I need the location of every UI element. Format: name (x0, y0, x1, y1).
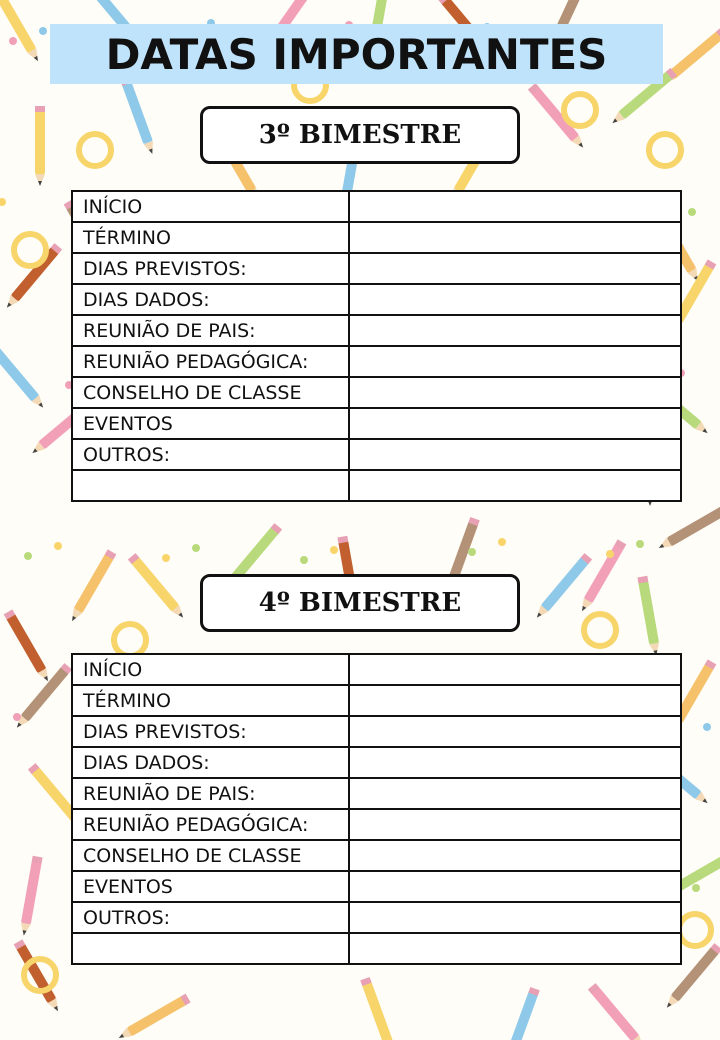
table-row (72, 346, 681, 377)
value-cell[interactable] (349, 315, 681, 346)
dot-decoration (330, 546, 338, 554)
section-heading-4: 4º BIMESTRE (258, 588, 462, 618)
ring-decoration (114, 624, 146, 656)
row-label: OUTROS: (72, 902, 349, 933)
dot-decoration (692, 884, 700, 892)
row-label: CONSELHO DE CLASSE (72, 840, 349, 871)
value-cell[interactable] (349, 191, 681, 222)
section-heading-box-3 (200, 106, 520, 164)
table-row (72, 871, 681, 902)
table-row (72, 377, 681, 408)
table-row (72, 716, 681, 747)
value-cell[interactable] (349, 222, 681, 253)
value-cell[interactable] (349, 778, 681, 809)
table-row (72, 747, 681, 778)
pencil-decoration (360, 977, 397, 1040)
ring-decoration (14, 234, 46, 266)
section-heading-box-4 (200, 574, 520, 632)
row-label: REUNIÃO DE PAIS: (72, 778, 349, 809)
value-cell[interactable] (349, 840, 681, 871)
value-cell[interactable] (349, 716, 681, 747)
pencil-decoration (656, 504, 720, 553)
dot-decoration (192, 544, 200, 552)
row-label[interactable] (72, 470, 349, 501)
value-cell[interactable] (349, 377, 681, 408)
dot-decoration (54, 542, 62, 550)
value-cell[interactable] (349, 253, 681, 284)
value-cell[interactable] (349, 408, 681, 439)
pencil-decoration (578, 539, 627, 613)
row-label: EVENTOS (72, 408, 349, 439)
row-label: TÉRMINO (72, 685, 349, 716)
table-row (72, 654, 681, 685)
pencil-decoration (120, 77, 157, 156)
value-cell[interactable] (349, 439, 681, 470)
dot-decoration (468, 548, 476, 556)
pencil-decoration (116, 994, 190, 1040)
table-row (72, 470, 681, 501)
title-banner (50, 24, 663, 84)
row-label: OUTROS: (72, 439, 349, 470)
value-cell[interactable] (349, 346, 681, 377)
row-label: DIAS DADOS: (72, 747, 349, 778)
dot-decoration (162, 554, 170, 562)
table-row (72, 840, 681, 871)
dot-decoration (636, 540, 644, 548)
pencil-decoration (0, 0, 42, 64)
pencil-decoration (19, 856, 43, 937)
dot-decoration (24, 552, 32, 560)
ring-decoration (649, 134, 681, 166)
pencil-decoration (588, 983, 647, 1040)
dot-decoration (498, 538, 506, 546)
pencil-decoration (35, 106, 45, 186)
table-row (72, 408, 681, 439)
table-row (72, 222, 681, 253)
row-label: DIAS PREVISTOS: (72, 716, 349, 747)
pencil-decoration (0, 343, 47, 411)
row-label: REUNIÃO PEDAGÓGICA: (72, 809, 349, 840)
page-title: DATAS IMPORTANTES (105, 29, 608, 79)
pencil-decoration (533, 553, 592, 621)
value-cell[interactable] (349, 809, 681, 840)
ring-decoration (564, 94, 596, 126)
table-row (72, 933, 681, 964)
dot-decoration (606, 550, 614, 558)
row-label: CONSELHO DE CLASSE (72, 377, 349, 408)
table-row (72, 439, 681, 470)
row-label: REUNIÃO PEDAGÓGICA: (72, 346, 349, 377)
row-label: INÍCIO (72, 654, 349, 685)
value-cell[interactable] (349, 933, 681, 964)
pencil-decoration (637, 576, 661, 657)
value-cell[interactable] (349, 747, 681, 778)
row-label: DIAS DADOS: (72, 284, 349, 315)
value-cell[interactable] (349, 470, 681, 501)
row-label: INÍCIO (72, 191, 349, 222)
table-row (72, 778, 681, 809)
dot-decoration (300, 556, 308, 564)
pencil-decoration (4, 609, 53, 683)
dot-decoration (13, 713, 21, 721)
dot-decoration (0, 198, 6, 206)
value-cell[interactable] (349, 284, 681, 315)
value-cell[interactable] (349, 685, 681, 716)
value-cell[interactable] (349, 871, 681, 902)
row-label: REUNIÃO DE PAIS: (72, 315, 349, 346)
pencil-decoration (68, 549, 117, 623)
table-row (72, 685, 681, 716)
dot-decoration (9, 37, 17, 45)
ring-decoration (79, 134, 111, 166)
ring-decoration (584, 614, 616, 646)
section-heading-3: 3º BIMESTRE (258, 120, 462, 150)
table-row (72, 902, 681, 933)
dot-decoration (703, 723, 711, 731)
pencil-decoration (503, 987, 540, 1040)
ring-decoration (679, 914, 711, 946)
table-row (72, 809, 681, 840)
row-label: EVENTOS (72, 871, 349, 902)
pencil-decoration (128, 553, 187, 621)
row-label[interactable] (72, 933, 349, 964)
dot-decoration (688, 208, 696, 216)
value-cell[interactable] (349, 654, 681, 685)
dot-decoration (39, 27, 47, 35)
row-label: TÉRMINO (72, 222, 349, 253)
row-label: DIAS PREVISTOS: (72, 253, 349, 284)
dates-table-4 (71, 653, 682, 965)
value-cell[interactable] (349, 902, 681, 933)
dates-table-3 (71, 190, 682, 502)
table-row (72, 315, 681, 346)
table-row (72, 253, 681, 284)
table-row (72, 191, 681, 222)
table-row (72, 284, 681, 315)
